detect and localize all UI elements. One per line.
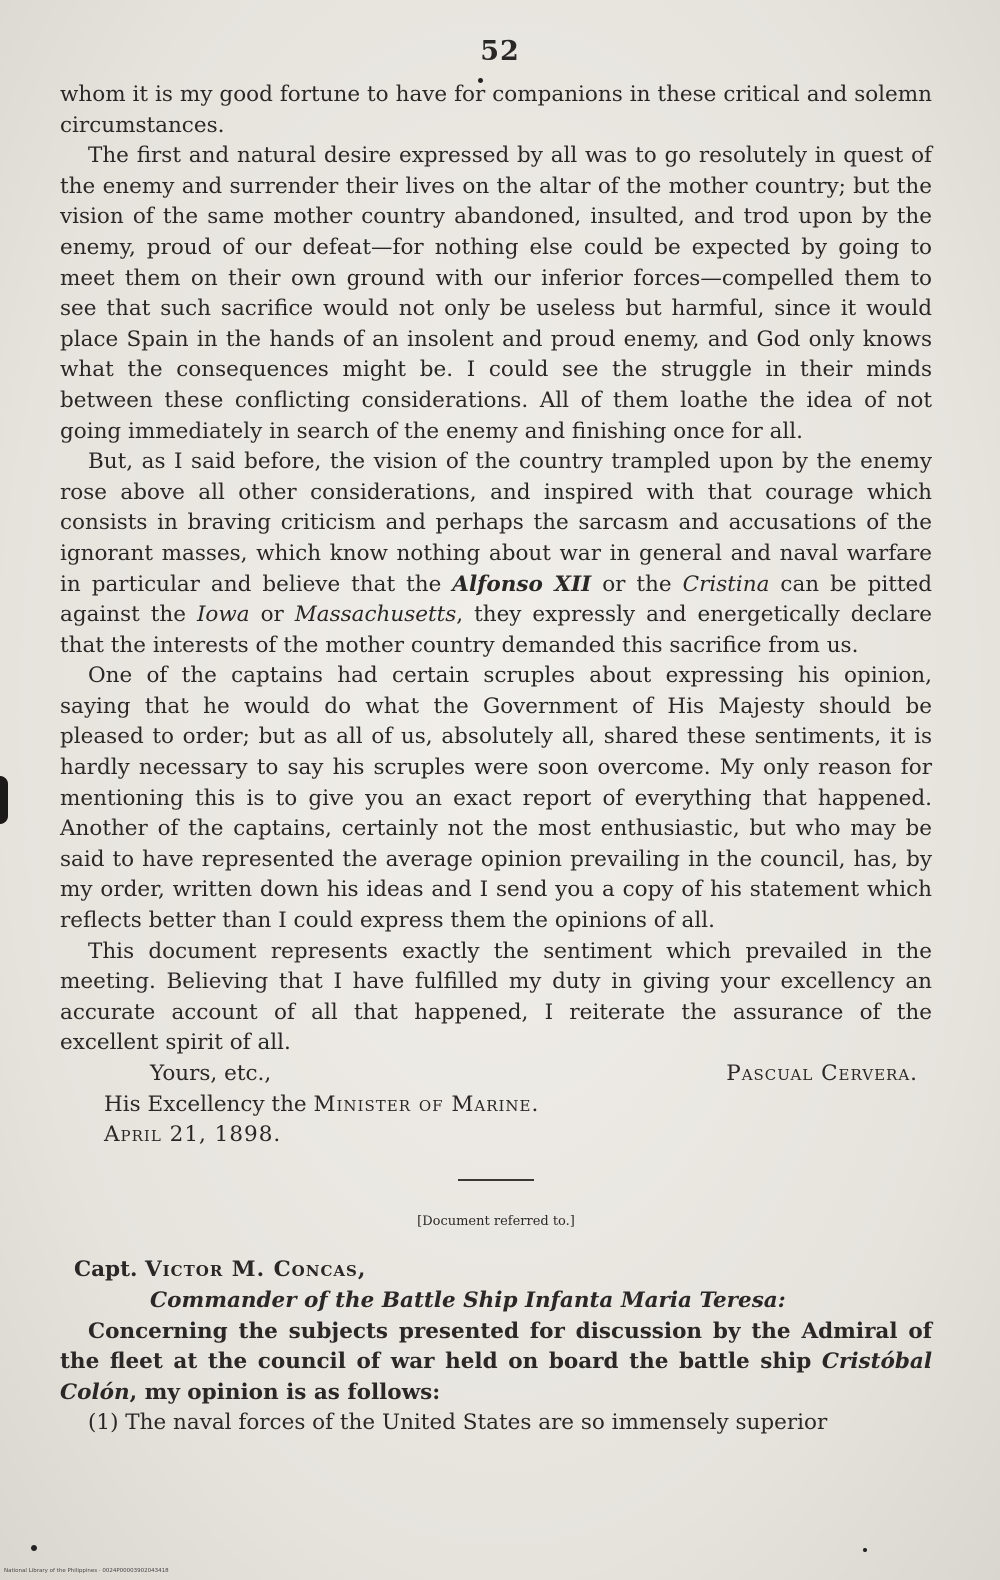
commander-line: Commander of the Battle Ship Infanta Maria Teresa: <box>150 1287 786 1313</box>
addressee: His Excellency the Minister of Marine. <box>104 1091 540 1117</box>
paragraph-7: (1) The naval forces of the United States are so immensely superior <box>88 1410 828 1436</box>
closing-row <box>60 1059 932 1090</box>
ship-name: Cristina <box>682 571 770 597</box>
scan-footer: National Library of the Philippines · 0024P00003902043418 <box>4 1568 169 1574</box>
paragraph-6: Concerning the subjects presented for discussion by the Admiral of the fleet at the council of war held on board the battle ship Cristóbal Colón, my opinion is as follows: <box>60 1318 932 1405</box>
signature: Pascual Cervera. <box>726 1061 918 1086</box>
paragraph-4: One of the captains had certain scruples about expressing his opinion, saying that he would do what the Government of His Majesty should be pleased to order; but as all of us, absolutely all, shared these sentiments, it is hardly necessary to say his scruples were soon overcome. My only reason for mentioning this is to give you an exact report of everything that happened. Another of the captains, certainly not the most enthusiastic, but who may be said to have represented the average opinion prevailing in the council, has, by my order, written down his ideas and I send you a copy of his statement which reflects better than I could express them the opinions of all. <box>60 663 932 934</box>
ink-speck <box>31 1545 37 1551</box>
page-number: 52 <box>480 36 520 67</box>
capt-line: Capt. Victor M. Concas, <box>74 1257 367 1283</box>
ink-speck <box>863 1548 867 1552</box>
ship-name: Massachusetts <box>294 602 457 628</box>
paragraph-3: But, as I said before, the vision of the country trampled upon by the enemy rose above all other considerations, and inspired with that courage which consists in braving criticism and perhaps the sarcasm and accusations of the ignorant masses, which know nothing about war in general and naval warfare in particular and believe that the Alfonso XII or the Cristina can be pitted against the Iowa or Massachusetts, they expressly and energetically declare that the interests of the mother country demanded this sacrifice from us. <box>60 449 933 658</box>
section-divider <box>458 1179 534 1181</box>
ship-name: Alfonso XII <box>452 571 592 597</box>
paragraph-5: This document represents exactly the sentiment which prevailed in the meeting. Believing that I have fulfilled my duty in giving your excellency an accurate account of all that happened, I reiterate the assurance of the excellent spirit of all. <box>60 938 932 1056</box>
letter-date: April 21, 1898. <box>104 1122 282 1148</box>
letter-body <box>60 80 932 1439</box>
binding-shadow <box>0 776 8 824</box>
ship-name: Cristóbal Colón <box>60 1349 932 1405</box>
closing: Yours, etc., <box>150 1061 272 1086</box>
document-note: [Document referred to.] <box>417 1213 575 1229</box>
paragraph-2: The first and natural desire expressed by all was to go resolutely in quest of the enemy and surrender their lives on the altar of the mother country; but the vision of the same mother country abandoned, insulted, and trod upon by the enemy, proud of our defeat—for nothing else could be expected by going to meet them on their own ground with our inferior forces—compelled them to see that such sacrifice would not only be useless but harmful, since it would place Spain in the hands of an insolent and proud enemy, and God only knows what the consequences might be. I could see the struggle in their minds between these conflicting considerations. All of them loathe the idea of not going immediately in search of the enemy and finishing once for all. <box>60 143 932 444</box>
ship-name: Iowa <box>196 602 250 628</box>
paragraph-1: whom it is my good fortune to have for companions in these critical and solemn circumstances. <box>60 82 932 138</box>
